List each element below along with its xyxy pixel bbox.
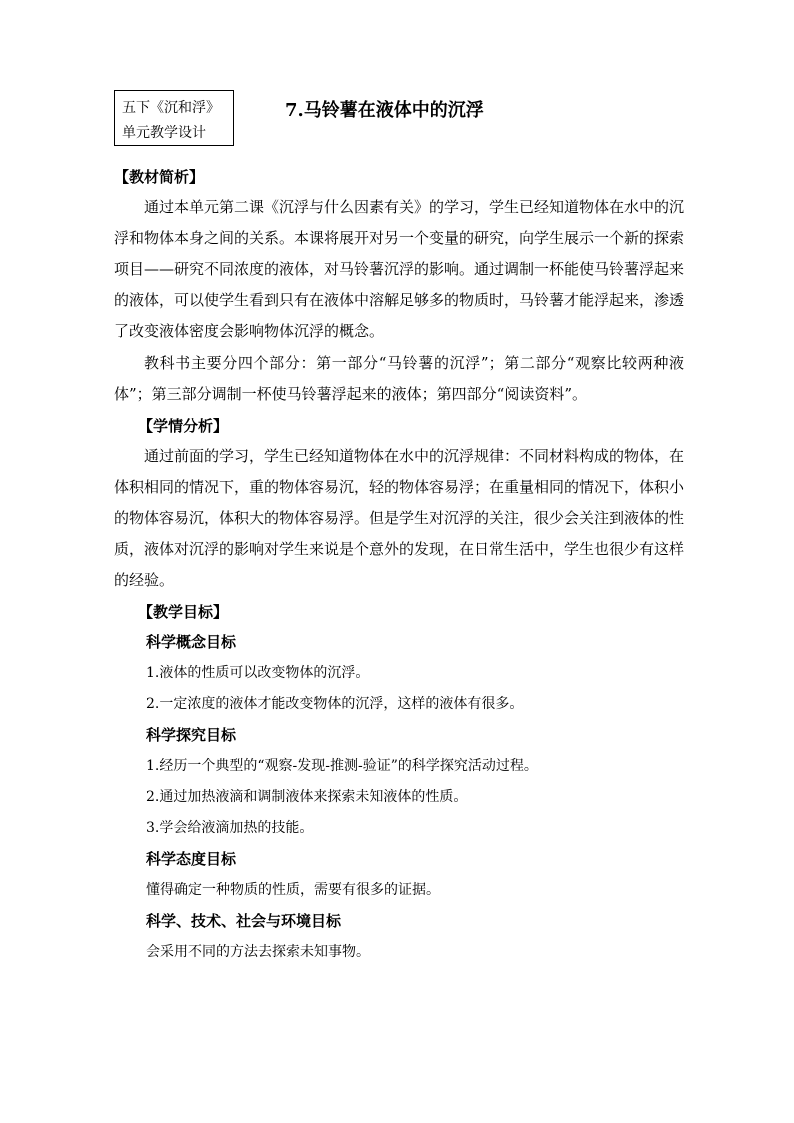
student-analysis-paragraph: 通过前面的学习，学生已经知道物体在水中的沉浮规律：不同材料构成的物体，在体积相同的情况下，重的物体容易沉，轻的物体容易浮；在重量相同的情况下，体积小的物体容易沉，体积大的物体容易浮。但是学生对沉浮的关注，很少会关注到液体的性质，液体对沉浮的影响对学生来说是个意外的发现，在日常生活中，学生也很少有这样的经验。 [114, 447, 685, 589]
textbook-analysis-paragraph-1: 通过本单元第二课《沉浮与什么因素有关》的学习，学生已经知道物体在水中的沉浮和物体本身之间的关系。本课将展开对另一个变量的研究，向学生展示一个新的探索项目——研究不同浓度的液体，对马铃薯沉浮的影响。通过调制一杯能使马铃薯浮起来的液体，可以使学生看到只有在液体中溶解足够多的物质时，马铃薯才能浮起来，渗透了改变液体密度会影响物体沉浮的概念。 [114, 198, 685, 340]
stse-goals-heading: 科学、技术、社会与环境目标 [146, 912, 342, 930]
unit-label-line1: 五下《沉和浮》 [122, 100, 220, 116]
inquiry-goal-item: 3.学会给液滴加热的技能。 [146, 820, 314, 836]
document-body [114, 162, 684, 968]
student-analysis-heading: 【学情分析】 [138, 417, 229, 435]
lesson-title: 7.马铃薯在液体中的沉浮 [285, 100, 484, 121]
textbook-analysis-heading: 【教材简析】 [114, 168, 205, 186]
attitude-goals-heading: 科学态度目标 [146, 850, 237, 868]
concept-goal-item: 2.一定浓度的液体才能改变物体的沉浮，这样的液体有很多。 [146, 696, 524, 712]
stse-goal-item: 会采用不同的方法去探索未知事物。 [146, 944, 370, 960]
inquiry-goal-item: 2.通过加热液滴和调制液体来探索未知液体的性质。 [146, 789, 468, 805]
teaching-goals-list [114, 627, 684, 968]
textbook-analysis-paragraph-2: 教科书主要分四个部分：第一部分“马铃薯的沉浮”；第二部分“观察比较两种液体”；第三部分调制一杯使马铃薯浮起来的液体；第四部分“阅读资料”。 [114, 354, 684, 403]
attitude-goal-item: 懂得确定一种物质的性质，需要有很多的证据。 [146, 882, 440, 898]
unit-label-line2: 单元教学设计 [122, 125, 206, 141]
unit-label-box [114, 90, 234, 146]
inquiry-goals-heading: 科学探究目标 [146, 726, 237, 744]
concept-goals-heading: 科学概念目标 [146, 633, 237, 651]
teaching-goals-heading: 【教学目标】 [138, 603, 229, 621]
inquiry-goal-item: 1.经历一个典型的“观察-发现-推测-验证”的科学探究活动过程。 [146, 758, 538, 774]
concept-goal-item: 1.液体的性质可以改变物体的沉浮。 [146, 665, 370, 681]
